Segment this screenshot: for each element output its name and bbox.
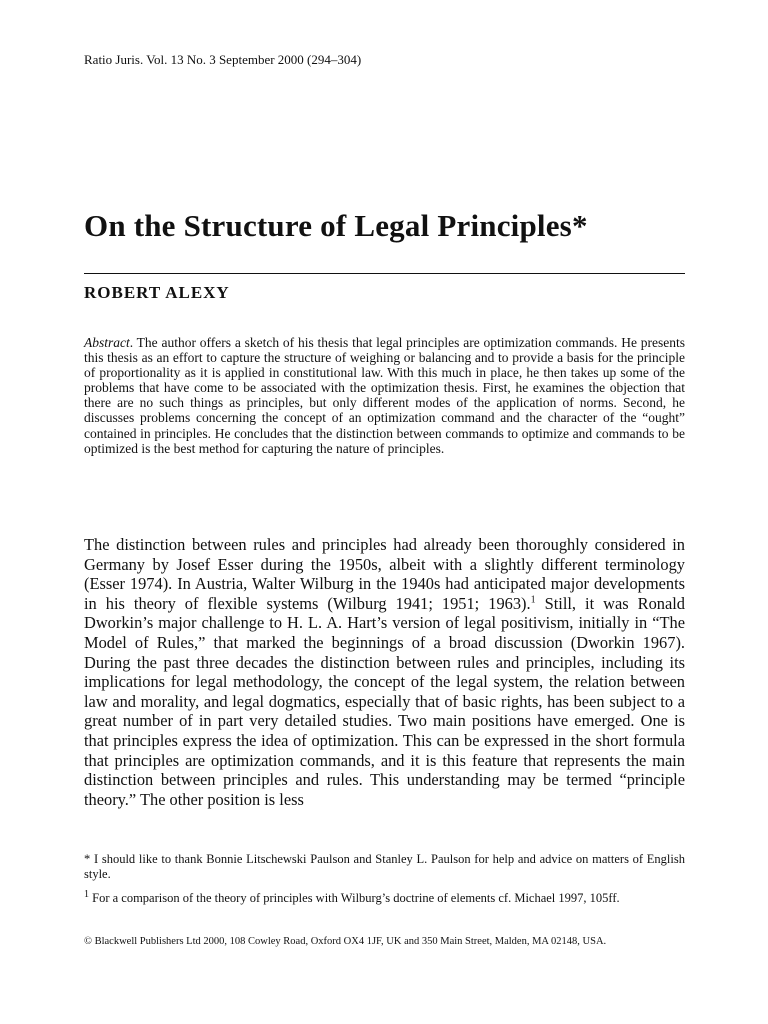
- journal-citation: Ratio Juris. Vol. 13 No. 3 September 2000 (294–304): [84, 52, 362, 67]
- article-title: On the Structure of Legal Principles*: [84, 208, 588, 243]
- body-paragraph: [84, 535, 685, 809]
- body-text-part1: The distinction between rules and principles had already been thoroughly considered in Germany by Josef Esser during the 1950s, albeit with a slightly different terminology (Esser 1974). In Austria, Walter Wilburg in the 1940s had anticipated major developments in his theory of flexible systems (Wilburg 1941; 1951; 1963).: [84, 535, 685, 613]
- abstract-label: Abstract: [84, 335, 130, 350]
- article-author: ROBERT ALEXY: [84, 283, 230, 302]
- abstract-text: . The author offers a sketch of his thesis that legal principles are optimization commands. He presents this thesis as an effort to capture the structure of weighing or balancing and to provide a basis for the principle of proportionality as it is applied in constitutional law. With this much in place, he then takes up some of the problems that have come to be associated with the optimization thesis. First, he examines the objection that there are no such things as principles, but only different modes of the application of norms. Second, he discusses problems concerning the concept of an optimization command and the character of the “ought” contained in principles. He concludes that the distinction between commands to optimize and commands to be optimized is the best method for capturing the nature of principles.: [84, 335, 685, 456]
- title-divider: [84, 273, 685, 274]
- footnote-1-text: For a comparison of the theory of principles with Wilburg’s doctrine of elements cf. Michael 1997, 105ff.: [89, 891, 620, 905]
- footnote-1-mark: 1: [84, 888, 89, 900]
- footnote-star: * I should like to thank Bonnie Litschewski Paulson and Stanley L. Paulson for help and advice on matters of English style.: [84, 852, 685, 881]
- footnote-1: [84, 888, 685, 906]
- abstract: [84, 335, 685, 456]
- copyright-line: © Blackwell Publishers Ltd 2000, 108 Cowley Road, Oxford OX4 1JF, UK and 350 Main Street, Malden, MA 02148, USA.: [84, 936, 607, 947]
- body-text-part2: Still, it was Ronald Dworkin’s major challenge to H. L. A. Hart’s version of legal positivism, initially in “The Model of Rules,” that marked the beginnings of a broad discussion (Dworkin 1967). During the past three decades the distinction between rules and principles, including its implications for legal methodology, the concept of the legal system, the relation between law and morality, and legal dogmatics, especially that of basic rights, has been subject to a great number of in part very detailed studies. Two main positions have emerged. One is that principles express the idea of optimization. This can be expressed in the short formula that principles are optimization commands, and it is this feature that represents the main distinction between principles and rules. This understanding may be termed “principle theory.” The other position is less: [84, 593, 686, 809]
- footnote-ref-1[interactable]: 1: [530, 594, 536, 606]
